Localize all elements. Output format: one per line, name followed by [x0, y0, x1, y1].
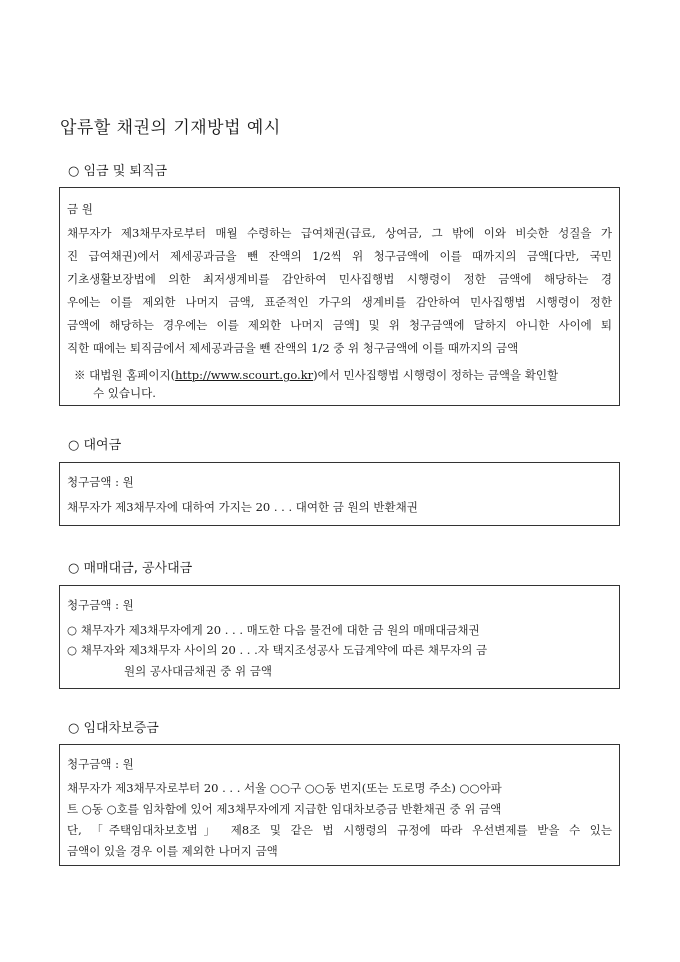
- text-line: 진 급여채권)에서 제세공과금을 뺀 잔액의 1/2씩 위 청구금액에 이를 때까지의 금액[다만, 국민: [67, 249, 612, 263]
- text-line: 금액에 해당하는 경우에는 이를 제외한 나머지 금액] 및 위 청구금액에 달하지 아니한 사이에 퇴: [67, 318, 612, 332]
- text-line: 채무자가 제3채무자로부터 매월 수령하는 급여채권(급료, 상여금, 그 밖에 이와 비슷한 성질을 가: [67, 226, 612, 240]
- text-line: 기초생활보장법에 의한 최저생계비를 감안하여 민사집행법 시행령이 정한 금액에 해당하는 경: [67, 272, 612, 286]
- text-line: 직한 때에는 퇴직금에서 제세공과금을 뺀 잔액의 1/2 중 위 청구금액에 이를 때까지의 금액: [67, 341, 519, 355]
- section-heading-loan: ○ 대여금: [68, 438, 122, 453]
- text-line: 원의 공사대금채권 중 위 금액: [124, 664, 272, 678]
- text-line: ○ 채무자와 제3채무자 사이의 20 . . .자 택지조성공사 도급계약에 따른 채무자의 금: [67, 643, 488, 657]
- amount-line: 금 원: [67, 202, 93, 216]
- text-line: 트 ○동 ○호를 임차함에 있어 제3채무자에게 지급한 임대차보증금 반환채권 중 위 금액: [67, 802, 502, 816]
- claim-amount-line: 청구금액 : 원: [67, 757, 134, 771]
- box-loan: [59, 462, 620, 526]
- section-heading-lease-deposit: ○ 임대차보증금: [68, 721, 159, 736]
- note-line: [74, 367, 558, 383]
- note-suffix: )에서 민사집행법 시행령이 정하는 금액을 확인할: [313, 368, 559, 382]
- box-lease-deposit: [59, 744, 620, 866]
- text-line: 우에는 이를 제외한 나머지 금액, 표준적인 가구의 생계비를 감안하여 민사집행법 시행령이 정한: [67, 295, 612, 309]
- claim-amount-line: 청구금액 : 원: [67, 475, 134, 489]
- claim-amount-line: 청구금액 : 원: [67, 598, 134, 612]
- box-wages: [59, 187, 620, 406]
- text-line: 채무자가 제3채무자로부터 20 . . . 서울 ○○구 ○○동 번지(또는 도로명 주소) ○○아파: [67, 781, 502, 795]
- note-line-2: 수 있습니다.: [93, 386, 156, 400]
- text-line: 채무자가 제3채무자에 대하여 가지는 20 . . . 대여한 금 원의 반환채권: [67, 500, 418, 514]
- section-heading-wages: ○ 임금 및 퇴직금: [68, 164, 168, 179]
- note-prefix: ※ 대법원 홈페이지(: [74, 368, 176, 382]
- box-sale-construction: [59, 585, 620, 689]
- text-line: 금액이 있을 경우 이를 제외한 나머지 금액: [67, 844, 278, 858]
- page-title: 압류할 채권의 기재방법 예시: [60, 118, 281, 138]
- section-heading-sale-construction: ○ 매매대금, 공사대금: [68, 561, 193, 576]
- text-line: ○ 채무자가 제3채무자에게 20 . . . 매도한 다음 물건에 대한 금 원의 매매대금채권: [67, 623, 480, 637]
- court-website-link[interactable]: http://www.scourt.go.kr: [175, 368, 314, 382]
- text-line: 단, 「주택임대차보호법」 제8조 및 같은 법 시행령의 규정에 따라 우선변제를 받을 수 있는: [67, 823, 612, 837]
